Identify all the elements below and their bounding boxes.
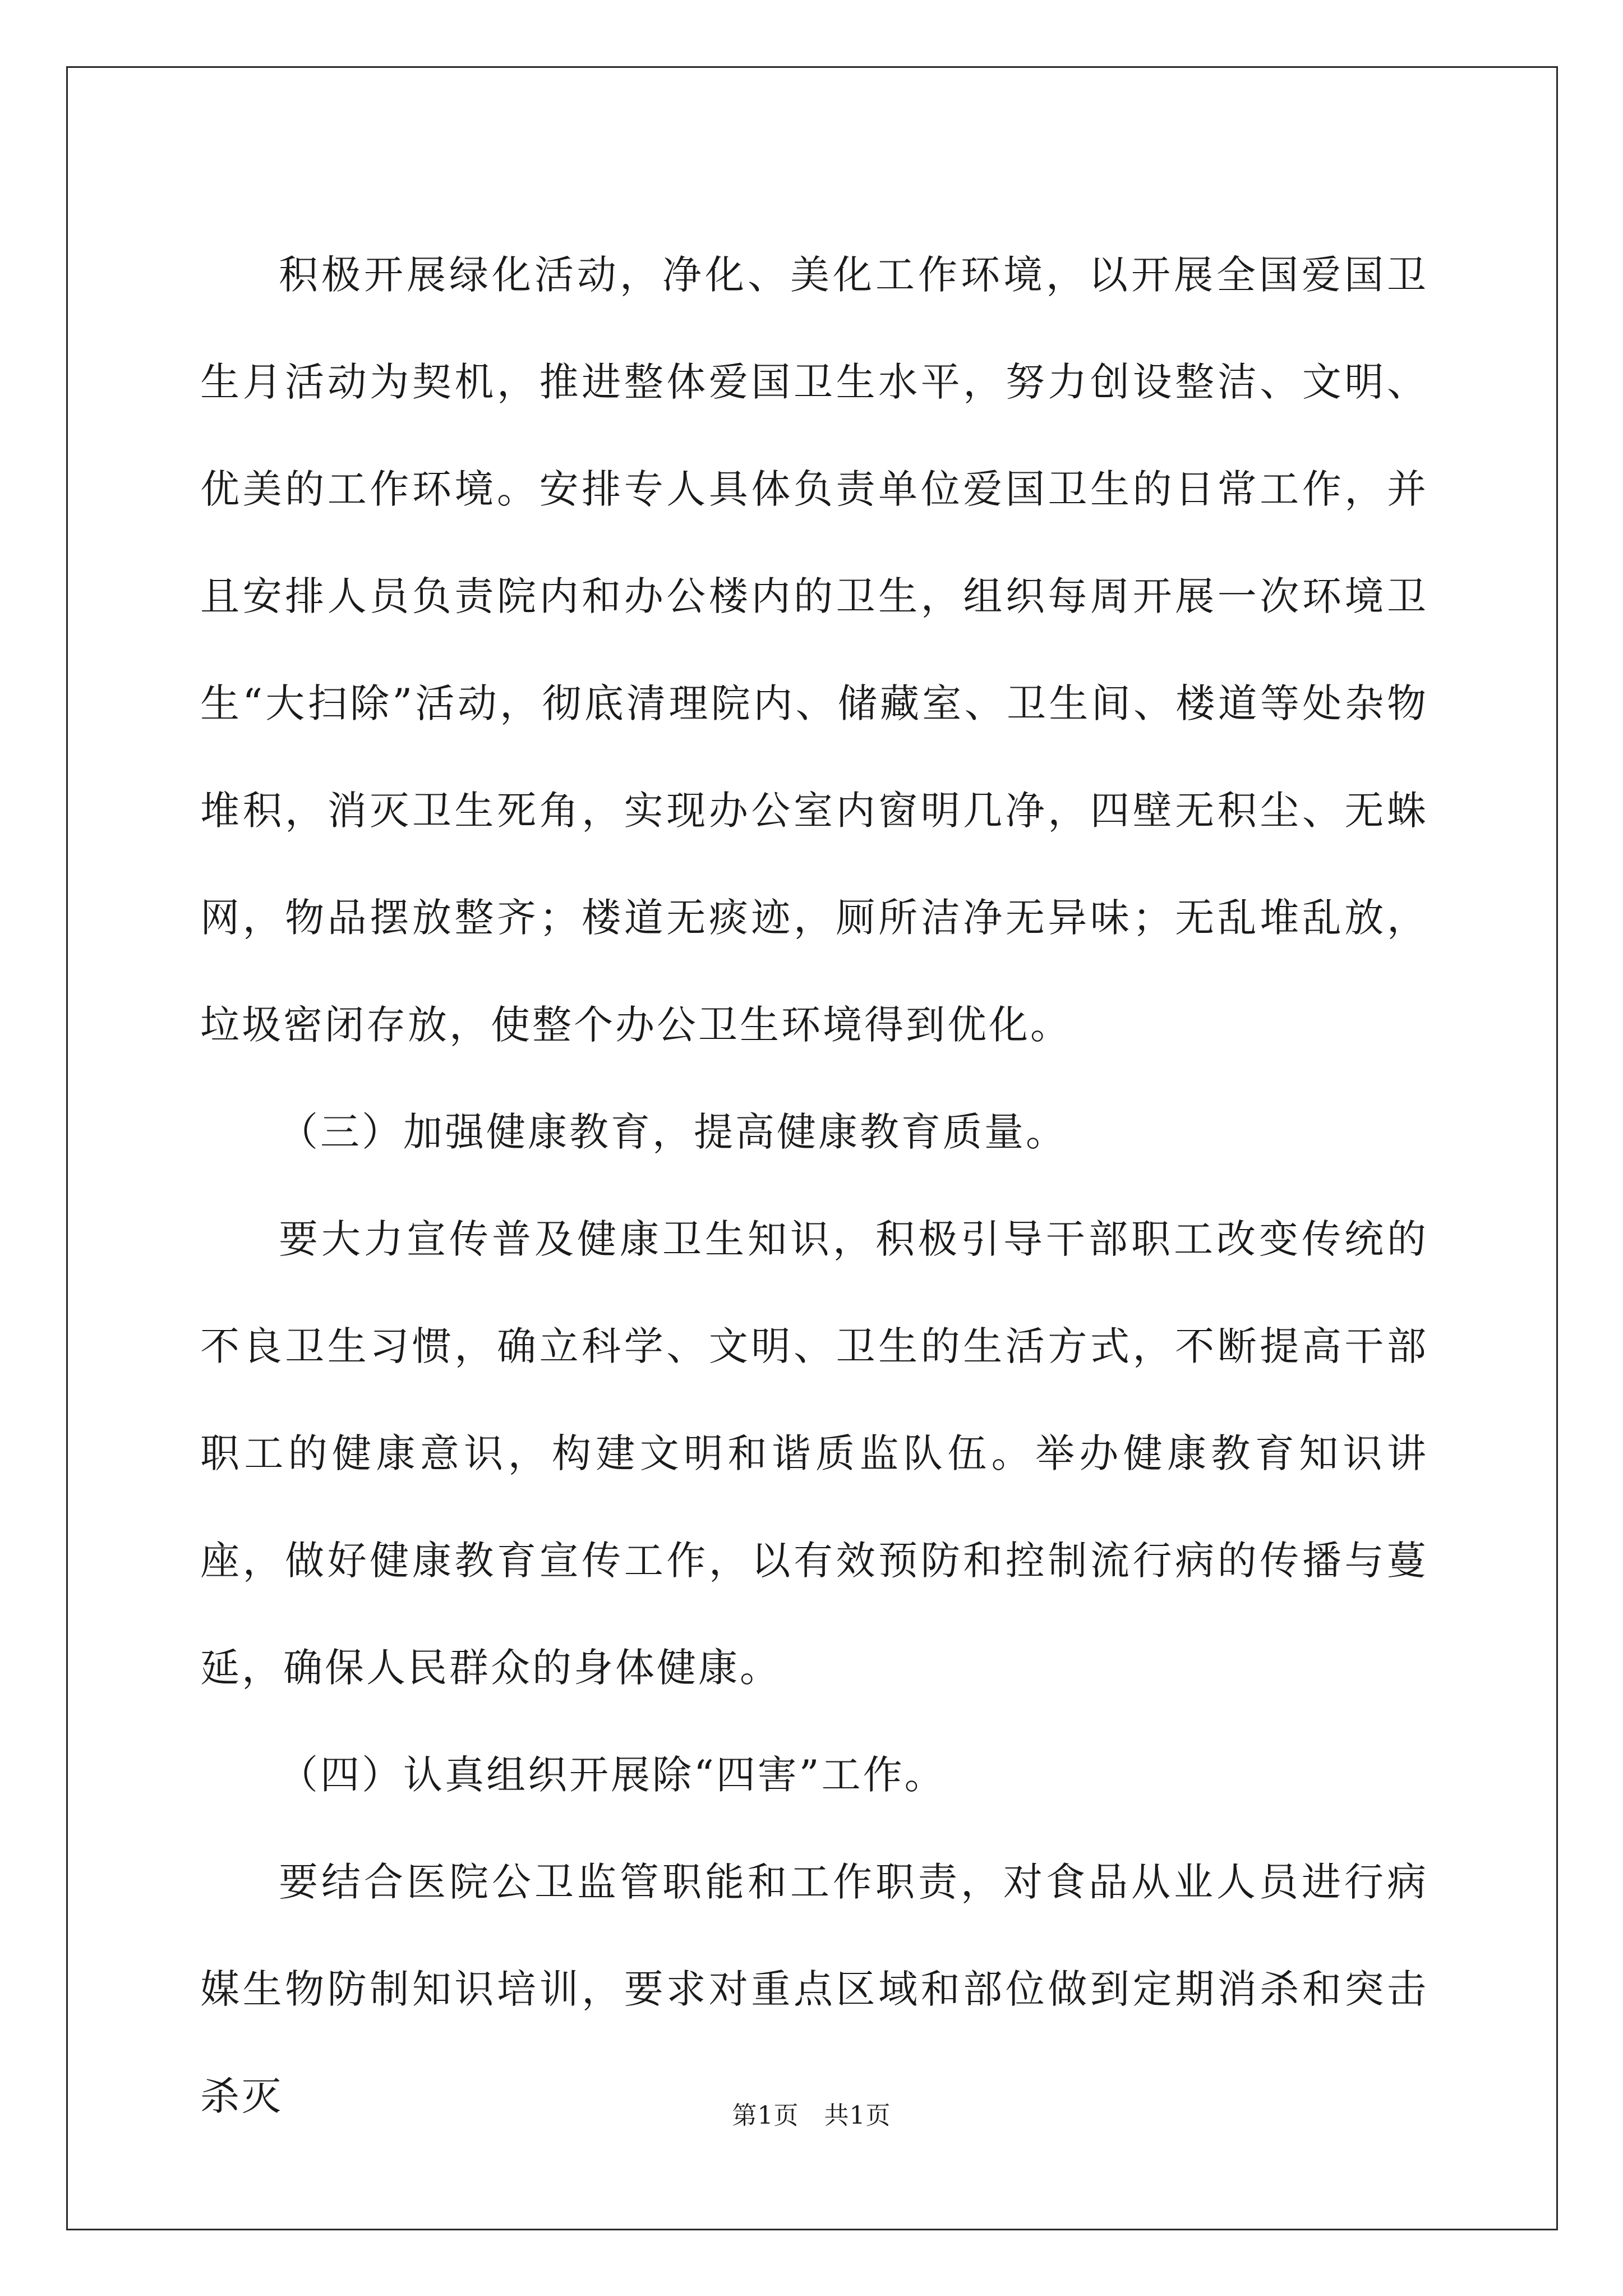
paragraph-four-pests: 要结合医院公卫监管职能和工作职责，对食品从业人员进行病媒生物防制知识培训，要求对重点区域和部位做到定期消杀和突击杀灭	[200, 1859, 1428, 2119]
section-heading-health-education: （三）加强健康教育，提高健康教育质量。	[279, 1109, 1067, 1155]
section-heading-four-pests: （四）认真组织开展除“四害”工作。	[279, 1752, 946, 1798]
page-footer: 第1页 共1页	[732, 2101, 891, 2130]
document-body	[200, 222, 1428, 2150]
paragraph-health-education: 要大力宣传普及健康卫生知识，积极引导干部职工改变传统的不良卫生习惯，确立科学、文明、卫生的生活方式，不断提高干部职工的健康意识，构建文明和谐质监队伍。举办健康教育知识讲座，做好健康教育宣传工作，以有效预防和控制流行病的传播与蔓延，确保人民群众的身体健康。	[200, 1216, 1428, 1691]
paragraph-greening-environment: 积极开展绿化活动，净化、美化工作环境，以开展全国爱国卫生月活动为契机，推进整体爱国卫生水平，努力创设整洁、文明、优美的工作环境。安排专人具体负责单位爱国卫生的日常工作，并且安排人员负责院内和办公楼内的卫生，组织每周开展一次环境卫生“大扫除”活动，彻底清理院内、储藏室、卫生间、楼道等处杂物堆积，消灭卫生死角，实现办公室内窗明几净，四壁无积尘、无蛛网，物品摆放整齐；楼道无痰迹，厕所洁净无异味；无乱堆乱放，垃圾密闭存放，使整个办公卫生环境得到优化。	[200, 252, 1428, 1048]
